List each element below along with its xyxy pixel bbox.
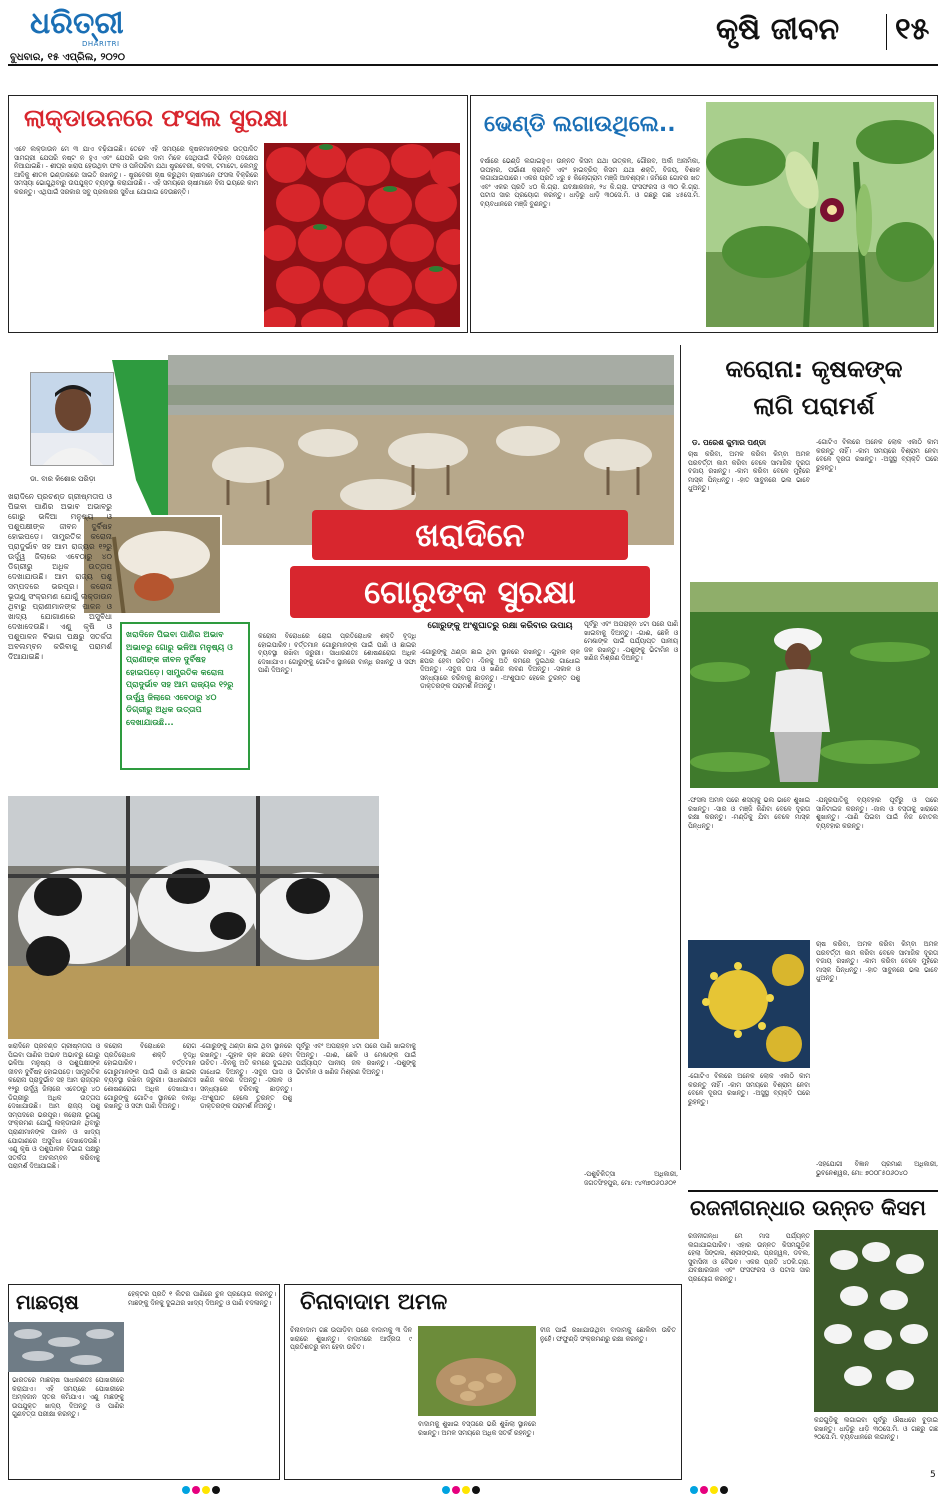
section-title: କୃଷି ଜୀବନ (716, 12, 840, 47)
fish-body2: ହେକ୍ଟର ପ୍ରତି ୧ ଲିଟର ପାଣିରେ ଚୁନ ପ୍ରୟୋଗ କରନ୍ତୁ। ମାଛଙ୍କୁ ଦିନକୁ ଦୁଇଥର ଖାଦ୍ୟ ଦିଅନ୍ତୁ ଓ ପାଣି ବଦଳାନ୍ତୁ। (128, 1290, 276, 1307)
masthead (0, 0, 945, 64)
tuberose-photo (814, 1230, 938, 1412)
main-bottom-col2: କରୋନା ବିରୋଧରେ ରୋଗ ପ୍ରତିରୋଧକ ଶକ୍ତି ବୃଦ୍ଧି ହୋଇପାରିବ। ବର୍ତ୍ତମାନ ଗୋରୁମାନଙ୍କ ପାଇଁ ପାଣି ଓ ଛାଇର ବ୍ୟବସ୍ଥା ରଖିବା ଜରୁରୀ। ସାଧାରଣତଃ ଶୋଷଣରୋଗ ଅଧିକ ଦେଖାଯାଏ। ଗୋରୁଙ୍କୁ ଗୋଟିଏ ସ୍ଥାନରେ ବାନ୍ଧି ରଖନ୍ତୁ ଓ ସଫା ପାଣି ଦିଅନ୍ତୁ। (104, 1042, 196, 1111)
advice-body-a: ଚାଷ କରିବା, ଅମଳ କରିବା କିମ୍ବା ଅମଳ ପରବର୍ତ୍ତୀ କାମ କରିବା ବେଳେ ସାମାଜିକ ଦୂରତା ବଜାୟ ରଖନ୍ତୁ। -କାମ କରିବା ବେଳେ ମୁହଁରେ ମାସ୍କ ପିନ୍ଧନ୍ତୁ। -ହାତ ସାବୁନରେ ଭଲ ଭାବେ ଧୁଅନ୍ତୁ। (688, 450, 810, 493)
crop-protection-headline: ଲାକ୍‌ଡାଉନରେ ଫସଲ ସୁରକ୍ଷା (24, 104, 289, 132)
rajani-headline: ରଜନୀଗନ୍ଧାର ଉନ୍ନତ କିସମ (690, 1196, 926, 1220)
main-headline-line1: ଖରାଦିନେ (312, 510, 628, 560)
peanut-headline: ଚିନାବାଦାମ ଅମଳ (300, 1290, 448, 1315)
peanut-body2: ବାଦାମକୁ ଶୁଖାଇ ବସ୍ତାରେ ଭରି ଶୁଖିଲା ସ୍ଥାନରେ ରଖନ୍ତୁ। ଅମଳ ସମୟରେ ଅଧିକ ସତର୍କ ରହନ୍ତୁ। (418, 1420, 536, 1437)
footer-marks (0, 1484, 945, 1498)
advice-signature: -ସହଯୋଗୀ ବିଜ୍ଞାନ ପ୍ରମାଣ ଅଧିକାରୀ, ଭୁବନେଶ୍ୱର, ମୋ: ୭୦୦୮୫୦୬୦୪୦ (816, 1160, 938, 1177)
masthead-rule (8, 64, 938, 66)
peanut-photo (418, 1326, 536, 1416)
main-bottom-col3: -ଗୋରୁଙ୍କୁ ଥଣ୍ଡା ଛାଇ ଥିବା ସ୍ଥାନରେ ରଖନ୍ତୁ। -ଗୁହାଳ ଚାଳ ଛପର ହେବା ଉଚିତ। -ଦିନକୁ ଅତି କମରେ ଦୁଇଥର ଗାଧୋଇ ଦିଅନ୍ତୁ। -ସବୁଜ ଘାସ ଓ ଖଣିଜ ଲବଣ ଦିଅନ୍ତୁ। -ସକାଳ ଓ ସନ୍ଧ୍ୟାରେ ଚରିବାକୁ ଛାଡ଼ନ୍ତୁ। -ଅଂଶୁଘାତ ହେଲେ ତୁରନ୍ତ ପଶୁ ଡାକ୍ତରଙ୍କ ପରାମର୍ଶ ନିଅନ୍ତୁ। (200, 1042, 292, 1111)
green-caption-text: ଖରାଦିନେ ପିଇବା ପାଣିର ଅଭାବ ଅଭାବରୁ ଗୋରୁ ଭଳିଆ ମନୁଷ୍ୟ ଓ ପ୍ରାଣୀଙ୍କ ଜୀବନ ଦୁର୍ବିଷହ ହୋଇପଡ଼େ। ସାମ୍ପ୍ରତିକ କରୋନା ପ୍ରାଦୁର୍ଭାବ ସହ ଆମ ରାଜ୍ୟର ୧୨ରୁ ଉର୍ଦ୍ଧ୍ୱ ଜିଲାରେ ଏବେଠାରୁ ୪୦ ଡିଗ୍ରୀରୁ ଅଧିକ ଉତ୍ତାପ ଦେଖାଯାଉଛି... (126, 629, 234, 727)
rajani-body2: କନ୍ଦଗୁଡ଼ିକୁ ଲଗାଇବା ପୂର୍ବରୁ ଔଷଧରେ ବୁଡ଼ାଇ ରଖନ୍ତୁ। ଧାଡ଼ିରୁ ଧାଡ଼ି ୩୦ସେ.ମି. ଓ ଗଛରୁ ଗଛ ୨୦ସେ.ମି. ବ୍ୟବଧାନରେ ଲଗାନ୍ତୁ। (814, 1416, 938, 1442)
advice-body-b: -ଗୋଟିଏ ବିଲରେ ଅନେକ ଲୋକ ଏକାଠି କାମ କରନ୍ତୁ ନାହିଁ। -କାମ ସମୟରେ ବିଶ୍ରାମ ନେବା ବେଳେ ଦୂରତା ରଖନ୍ତୁ। -ଅସୁସ୍ଥ ବ୍ୟକ୍ତି ଘରେ ରୁହନ୍ତୁ। (816, 438, 938, 472)
date-line: ବୁଧବାର, ୧୫ ଏପ୍ରିଲ, ୨୦୨୦ (10, 52, 125, 63)
strawberry-photo (264, 143, 460, 327)
fish-photo (8, 1322, 124, 1372)
okra-headline: ଭେଣ୍ଡି ଲଗାଉଥିଲେ.. (484, 112, 676, 137)
title-divider (886, 14, 887, 50)
main-headline-box (290, 510, 650, 622)
author-name: ଡା. ବାର କିଶୋର ପରିଡ଼ା (30, 475, 96, 483)
okra-photo (706, 102, 934, 327)
main-bottom-col4: ପୂର୍ବରୁ ଏବଂ ଅପରାହ୍ନ ୪ଟା ପରେ ପାଣି ଖାଇବାକୁ ଦିଅନ୍ତୁ। -ଗାଈ, ଛେଳି ଓ ମେଣ୍ଢାଙ୍କ ପାଇଁ ପର୍ଯ୍ୟାପ୍ତ ପାନୀୟ ଜଳ ରଖନ୍ତୁ। -ପଶୁଙ୍କୁ ଭିଟାମିନ ଓ ଖଣିଜ ମିଶ୍ରଣ ଦିଅନ୍ତୁ। (296, 1042, 416, 1076)
sunstroke-subhead: ଗୋରୁଙ୍କୁ ଅଂଶୁଘାତରୁ ରକ୍ଷା କରିବାର ଉପାୟ (427, 621, 573, 631)
page-mark: 5 (930, 1470, 936, 1480)
logo-sub: DHARITRI (82, 40, 120, 48)
fish-headline: ମାଛଚାଷ (16, 1290, 79, 1314)
advice-headline-line1: କରୋନା: କୃଷକଙ୍କ (725, 355, 903, 383)
logo (30, 8, 160, 48)
farmer-photo (690, 582, 938, 788)
author-photo (30, 372, 114, 466)
advice-body-e: ଚାଷ କରିବା, ଅମଳ କରିବା କିମ୍ବା ଅମଳ ପରବର୍ତ୍ତୀ କାମ କରିବା ବେଳେ ସାମାଜିକ ଦୂରତା ବଜାୟ ରଖନ୍ତୁ। -କାମ କରିବା ବେଳେ ମୁହଁରେ ମାସ୍କ ପିନ୍ଧନ୍ତୁ। -ହାତ ସାବୁନରେ ଭଲ ଭାବେ ଧୁଅନ୍ତୁ। (816, 940, 938, 983)
peanut-body1: ଚିନାବାଦାମ ଗଛ ଉପାଡ଼ିବା ପରେ ବାଦାମକୁ ୩ ଦିନ ଖରାରେ ଶୁଖାନ୍ତୁ। ବାଦାମରେ ଆର୍ଦ୍ରତା ୯ ପ୍ରତିଶତରୁ କମ ହେବା ଉଚିତ। (290, 1326, 412, 1352)
peanut-body3: ବୀଜ ପାଇଁ ରଖାଯାଉଥିବା ବାଦାମକୁ ଛୋଲିବା ଉଚିତ ନୁହେଁ। ଫଫୁଣ୍ଡି ସଂକ୍ରମଣରୁ ରକ୍ଷା କରନ୍ତୁ। (540, 1326, 676, 1343)
green-caption-box (120, 622, 250, 770)
advice-border (680, 345, 681, 1170)
crop-protection-body: ଏବେ ଲକ୍‌ଡାଉନ ମେ ୩ ଯାଏ ବଢ଼ିଯାଇଛି। ତେବେ ଏହି ସମୟରେ କୃଷକମାନଙ୍କର ଉତ୍ପାଦିତ ସାମଗ୍ରୀ ଯେପରି ନଷ୍ଟ ନ ହୁଏ ଏବଂ ଯେପରି ଭଲ ଦାମ ମିଳେ ସେଥିପାଇଁ ବିଭିନ୍ନ ପଦକ୍ଷେପ ନିଆଯାଇଛି। - ଶୀଘ୍ର ଖରାପ ହେଉଥିବା ଫଳ ଓ ପନିପରିବା ଯଥା ଷ୍ଟ୍ରବେରୀ, କଦଳୀ, ଟମାଟୋ, ଲେମ୍ବୁ ଆଦିକୁ ଶୀତଳ ଭଣ୍ଡାରରେ ସାଇତି ରଖନ୍ତୁ। - ଷ୍ଟ୍ରବେରୀ ଚାଷ କରୁଥିବା ଚାଷୀମାନେ ଫସଲ ବିକ୍ରିରେ ସମସ୍ୟା ଭୋଗୁଥିବାରୁ ଉପଯୁକ୍ତ ବ୍ୟବସ୍ଥା କରାଯାଉଛି। - ଏହି ସମୟରେ ଚାଷୀମାନେ ବିନା ଭୟରେ କାମ କରନ୍ତୁ। ଏଥିପାଇଁ ସରକାର ସବୁ ପ୍ରକାରର ସୁବିଧା ଯୋଗାଇ ଦେଉଛନ୍ତି। (14, 145, 258, 196)
rajani-body: ରଜନୀଗନ୍ଧା ମେ ମାସ ପର୍ଯ୍ୟନ୍ତ ଲଗାଯାଇପାରିବ। ଏହାର ଉନ୍ନତ କିସମଗୁଡ଼ିକ ହେଲା ସିଙ୍ଗଲ, ଶ୍ରୀଙ୍ଗାର, ପ୍ରଜ୍ୱଳ, ଡବଲ, ସୁବାସିନୀ ଓ ବୈଭବ। ଏକର ପ୍ରତି ୪୦କି.ଗ୍ରା. ଯବକ୍ଷାରଜାନ ଏବଂ ଫସଫରସ ଓ ପଟାସ ସାର ପ୍ରୟୋଗ କରନ୍ତୁ। (688, 1232, 810, 1283)
advice-body-c: -ଫସଲ ଅମଳ ପରେ ଶସ୍ୟକୁ ଭଲ ଭାବେ ଶୁଖାଇ ରଖନ୍ତୁ। -ସାର ଓ ମଞ୍ଜି କିଣିବା ବେଳେ ଦୂରତା ରକ୍ଷା କରନ୍ତୁ। -ମଣ୍ଡିକୁ ଯିବା ବେଳେ ମାସ୍କ ପିନ୍ଧନ୍ତୁ। (688, 796, 810, 830)
dairy-cows-photo (8, 796, 379, 1039)
advice-author: ଡ. ପରେଶ କୁମାର ପଣ୍ଡା (692, 438, 766, 447)
virus-photo (688, 940, 810, 1068)
okra-body: ବର୍ଷାରେ ଭେଣ୍ଡି ଲଗାଇହୁଏ। ଉନ୍ନତ କିସମ ଯଥା ଉତ୍କଳ, ଗୌରବ, ଅର୍କା ଅନାମିକା, ଉପହାର, ପର୍ଭାଣୀ କ୍ରାନ୍ତି ଏବଂ ହାଇବ୍ରିଡ୍ କିସମ ଯଥା ଶକ୍ତି, ବିଜୟ, ବିଶାଳ ଲଗାଯାଇପାରେ। ଏକର ପ୍ରତି ୪ରୁ ୫ କିଲୋଗ୍ରାମ ମଞ୍ଜି ଆବଶ୍ୟକ। ଜମିରେ ଗୋବର ଖତ ଏବଂ ଏକର ପ୍ରତି ୪୦ କି.ଗ୍ରା. ଯବକ୍ଷାରଜାନ, ୨୪ କି.ଗ୍ରା. ଫସଫରସ ଓ ୩୦ କି.ଗ୍ରା. ପଟାସ ସାର ପ୍ରୟୋଗ କରନ୍ତୁ। ଧାଡ଼ିରୁ ଧାଡ଼ି ୩୦ସେ.ମି. ଓ ଗଛରୁ ଗଛ ୪୫ସେ.ମି. ବ୍ୟବଧାନରେ ମଞ୍ଜି ବୁଣନ୍ତୁ। (480, 157, 700, 208)
advice-body-d: -ଯନ୍ତ୍ରପାତିକୁ ବ୍ୟବହାର ପୂର୍ବରୁ ଓ ପରେ ସାନିଟାଇଜ କରନ୍ତୁ। -ଜାଲ ଓ ବସ୍ତାକୁ ଖରାରେ ଶୁଖାନ୍ତୁ। -ପାଣି ପିଇବା ପାଇଁ ନିଜ ବୋତଲ ବ୍ୟବହାର କରନ୍ତୁ। (816, 796, 938, 830)
main-headline-line2: ଗୋରୁଙ୍କ ସୁରକ୍ଷା (290, 566, 650, 618)
main-signature: -ପଶୁଚିକିତ୍ସା ଅଧିକାରୀ, ଜଗତସିଂହପୁର, ମୋ: ୯୪୩୭୦୬୦୬୦୧ (584, 1170, 678, 1187)
advice-body-f: -ଗୋଟିଏ ବିଲରେ ଅନେକ ଲୋକ ଏକାଠି କାମ କରନ୍ତୁ ନାହିଁ। -କାମ ସମୟରେ ବିଶ୍ରାମ ନେବା ବେଳେ ଦୂରତା ରଖନ୍ତୁ। -ଅସୁସ୍ଥ ବ୍ୟକ୍ତି ଘରେ ରୁହନ୍ତୁ। (688, 1072, 810, 1106)
advice-headline-line2: ଲାଗି ପରାମର୍ଶ (753, 392, 875, 420)
logo-text: ଧରିତ୍ରୀ (30, 6, 124, 41)
main-col3: ପୂର୍ବରୁ ଏବଂ ଅପରାହ୍ନ ୪ଟା ପରେ ପାଣି ଖାଇବାକୁ ଦିଅନ୍ତୁ। -ଗାଈ, ଛେଳି ଓ ମେଣ୍ଢାଙ୍କ ପାଇଁ ପର୍ଯ୍ୟାପ୍ତ ପାନୀୟ ଜଳ ରଖନ୍ତୁ। -ପଶୁଙ୍କୁ ଭିଟାମିନ ଓ ଖଣିଜ ମିଶ୍ରଣ ଦିଅନ୍ତୁ। (584, 620, 678, 663)
page-number: ୧୫ (895, 12, 930, 47)
main-col2: -ଗୋରୁଙ୍କୁ ଥଣ୍ଡା ଛାଇ ଥିବା ସ୍ଥାନରେ ରଖନ୍ତୁ। -ଗୁହାଳ ଚାଳ ଛପର ହେବା ଉଚିତ। -ଦିନକୁ ଅତି କମରେ ଦୁଇଥର ଗାଧୋଇ ଦିଅନ୍ତୁ। -ସବୁଜ ଘାସ ଓ ଖଣିଜ ଲବଣ ଦିଅନ୍ତୁ। -ସକାଳ ଓ ସନ୍ଧ୍ୟାରେ ଚରିବାକୁ ଛାଡ଼ନ୍ତୁ। -ଅଂଶୁଘାତ ହେଲେ ତୁରନ୍ତ ପଶୁ ଡାକ୍ତରଙ୍କ ପରାମର୍ଶ ନିଅନ୍ତୁ। (420, 648, 580, 691)
fish-body: ଭାରତରେ ମାଛଚାଷ ସାଧାରଣତଃ ପୋଖରୀରେ କରାଯାଏ। ଏହି ସମୟରେ ପୋଖରୀରେ ଅମ୍ଳଜାନ ସ୍ତର କମିଯାଏ। ଏଣୁ ମାଛଙ୍କୁ ଉପଯୁକ୍ତ ଖାଦ୍ୟ ଦିଅନ୍ତୁ ଓ ପାଣିର ଗୁଣବତ୍ତା ପରୀକ୍ଷା କରନ୍ତୁ। (12, 1376, 124, 1419)
main-intro: ଖରାଦିନେ ପ୍ରଚଣ୍ଡ ଗ୍ରୀଷ୍ମତାପ ଓ ପିଇବା ପାଣିର ଅଭାବ ଅଭାବରୁ ଗୋରୁ ଭଳିଆ ମନୁଷ୍ୟ ଓ ପଶୁପକ୍ଷୀଙ୍କ ଜୀବନ ଦୁର୍ବିଷହ ହୋଇପଡ଼େ। ସାମ୍ପ୍ରତିକ କରୋନା ପ୍ରାଦୁର୍ଭାବ ସହ ଆମ ରାଜ୍ୟର ୧୨ରୁ ଉର୍ଦ୍ଧ୍ୱ ଜିଲାରେ ଏବେଠାରୁ ୪୦ ଡିଗ୍ରୀରୁ ଅଧିକ ଉତ୍ତାପ ଦେଖାଯାଉଛି। ଆମ ରାଜ୍ୟ ପଶୁ ସମ୍ପଦରେ ଭରପୂର। କରୋନା ଭୂତାଣୁ ସଂକ୍ରମଣ ଯୋଗୁଁ ଲକ୍‌ଡାଉନ ଥିବାରୁ ପ୍ରାଣୀମାନଙ୍କ ପାଳନ ଓ ଖାଦ୍ୟ ଯୋଗାଣରେ ଅସୁବିଧା ଦେଖାଦେଉଛି। ଏଣୁ କୃଷି ଓ ପଶୁପାଳନ ବିଭାଗ ପକ୍ଷରୁ ସତର୍କତା ଅବଲମ୍ବନ କରିବାକୁ ପରାମର୍ଶ ଦିଆଯାଇଛି। (8, 492, 112, 661)
main-bottom-col1: ଖରାଦିନେ ପ୍ରଚଣ୍ଡ ଗ୍ରୀଷ୍ମତାପ ଓ ପିଇବା ପାଣିର ଅଭାବ ଅଭାବରୁ ଗୋରୁ ଭଳିଆ ମନୁଷ୍ୟ ଓ ପଶୁପକ୍ଷୀଙ୍କ ଜୀବନ ଦୁର୍ବିଷହ ହୋଇପଡ଼େ। ସାମ୍ପ୍ରତିକ କରୋନା ପ୍ରାଦୁର୍ଭାବ ସହ ଆମ ରାଜ୍ୟର ୧୨ରୁ ଉର୍ଦ୍ଧ୍ୱ ଜିଲାରେ ଏବେଠାରୁ ୪୦ ଡିଗ୍ରୀରୁ ଅଧିକ ଉତ୍ତାପ ଦେଖାଯାଉଛି। ଆମ ରାଜ୍ୟ ପଶୁ ସମ୍ପଦରେ ଭରପୂର। କରୋନା ଭୂତାଣୁ ସଂକ୍ରମଣ ଯୋଗୁଁ ଲକ୍‌ଡାଉନ ଥିବାରୁ ପ୍ରାଣୀମାନଙ୍କ ପାଳନ ଓ ଖାଦ୍ୟ ଯୋଗାଣରେ ଅସୁବିଧା ଦେଖାଦେଉଛି। ଏଣୁ କୃଷି ଓ ପଶୁପାଳନ ବିଭାଗ ପକ୍ଷରୁ ସତର୍କତା ଅବଲମ୍ବନ କରିବାକୁ ପରାମର୍ଶ ଦିଆଯାଇଛି। (8, 1042, 100, 1171)
rajani-rule (688, 1190, 938, 1192)
main-col1: କରୋନା ବିରୋଧରେ ରୋଗ ପ୍ରତିରୋଧକ ଶକ୍ତି ବୃଦ୍ଧି ହୋଇପାରିବ। ବର୍ତ୍ତମାନ ଗୋରୁମାନଙ୍କ ପାଇଁ ପାଣି ଓ ଛାଇର ବ୍ୟବସ୍ଥା ରଖିବା ଜରୁରୀ। ସାଧାରଣତଃ ଶୋଷଣରୋଗ ଅଧିକ ଦେଖାଯାଏ। ଗୋରୁଙ୍କୁ ଗୋଟିଏ ସ୍ଥାନରେ ବାନ୍ଧି ରଖନ୍ତୁ ଓ ସଫା ପାଣି ଦିଅନ୍ତୁ। (258, 632, 416, 675)
